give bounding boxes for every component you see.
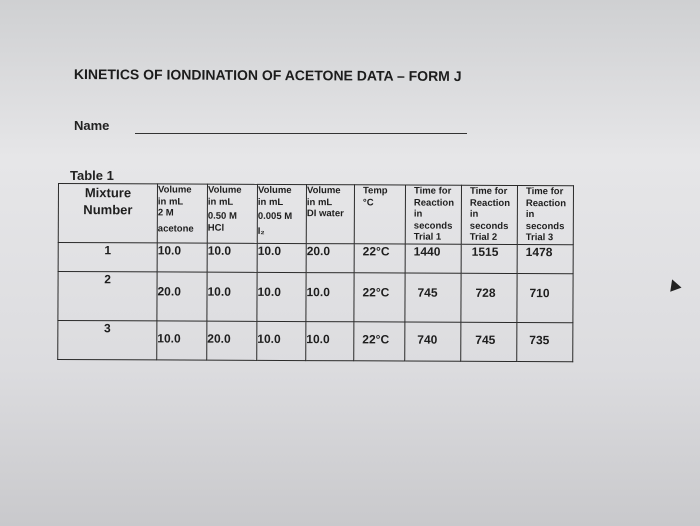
header-line: Reaction [469, 197, 511, 209]
header-line: Trial 2 [469, 231, 498, 243]
table-cell: 10.0 [306, 272, 354, 321]
header-line: Time for [413, 185, 452, 197]
header-line: Trial 3 [525, 232, 554, 244]
header-line: Temp [362, 185, 388, 197]
table-cell: 20.0 [207, 321, 257, 360]
table-cell: 22°C [354, 272, 405, 321]
header-line: Volume [257, 184, 292, 197]
header-temp [354, 185, 405, 244]
header-line: seconds [469, 220, 509, 232]
table-cell: 10.0 [157, 320, 207, 359]
mouse-pointer-icon [666, 277, 681, 291]
header-line: in mL [306, 196, 333, 208]
header-line: Volume [306, 185, 341, 197]
header-line: I₂ [257, 225, 265, 237]
header-line: 0.50 M [207, 210, 237, 222]
table-cell: 10.0 [257, 243, 306, 272]
document-title: KINETICS OF IONDINATION OF ACETONE DATA – FORM J [73, 66, 462, 85]
table-cell: 745 [461, 322, 517, 361]
cell-mixture-3: 3 [58, 320, 157, 359]
header-line: in [469, 208, 479, 220]
table-cell: 1478 [517, 244, 573, 273]
header-line: Trial 1 [413, 231, 442, 243]
header-line: acetone [157, 222, 194, 235]
header-line: seconds [413, 220, 453, 232]
table-caption: Table 1 [70, 168, 114, 183]
header-line: Time for [469, 185, 508, 197]
header-line: 2 M [157, 207, 174, 219]
table-row [58, 242, 573, 273]
data-table [57, 183, 574, 362]
table-cell: 10.0 [306, 321, 354, 360]
table-cell: 1515 [461, 244, 517, 273]
header-line: seconds [525, 220, 565, 232]
header-line: in [413, 208, 423, 220]
header-volume-acetone [157, 184, 207, 243]
table-cell: 10.0 [257, 272, 306, 321]
table-cell: 22°C [354, 321, 405, 360]
header-line: in [525, 209, 535, 221]
header-line: Mixture [84, 185, 132, 201]
cell-mixture-2: 2 [58, 271, 157, 320]
header-time-trial-2 [461, 185, 517, 244]
header-line: Number [83, 202, 133, 218]
table-cell: 728 [461, 273, 517, 322]
table-cell: 10.0 [207, 243, 257, 272]
header-line: in mL [207, 196, 234, 208]
header-time-trial-1 [405, 185, 461, 244]
table-header-row [58, 184, 573, 245]
header-line: Time for [525, 186, 564, 198]
header-line: DI water [306, 208, 344, 220]
table-cell: 1440 [405, 244, 461, 273]
table-row [58, 320, 573, 361]
table-cell: 735 [517, 322, 573, 361]
table-cell: 10.0 [207, 272, 257, 321]
table-cell: 745 [405, 273, 461, 322]
header-line: Volume [157, 184, 192, 196]
header-line: Volume [207, 184, 242, 196]
table-row [58, 271, 573, 322]
table-cell: 10.0 [257, 321, 306, 360]
table-cell: 20.0 [306, 243, 354, 272]
header-mixture-number [58, 184, 157, 243]
table-cell: 22°C [354, 243, 405, 272]
header-time-trial-3 [517, 186, 573, 245]
header-line: 0.005 M [257, 210, 293, 223]
header-volume-iodine [257, 184, 306, 243]
table-cell: 710 [517, 273, 573, 322]
cell-mixture-1: 1 [58, 242, 157, 271]
table-cell: 20.0 [157, 271, 207, 320]
header-line: in mL [257, 196, 284, 208]
name-label: Name [74, 118, 110, 133]
header-line: Reaction [525, 197, 567, 209]
header-line: HCl [207, 222, 225, 234]
header-line: Reaction [413, 197, 455, 209]
header-line: in mL [157, 195, 184, 208]
table-cell: 10.0 [157, 242, 207, 271]
header-line: °C [362, 196, 374, 208]
table-cell: 740 [405, 322, 461, 361]
header-volume-water [306, 185, 354, 244]
header-volume-hcl [207, 184, 257, 243]
name-blank-line [135, 133, 467, 134]
